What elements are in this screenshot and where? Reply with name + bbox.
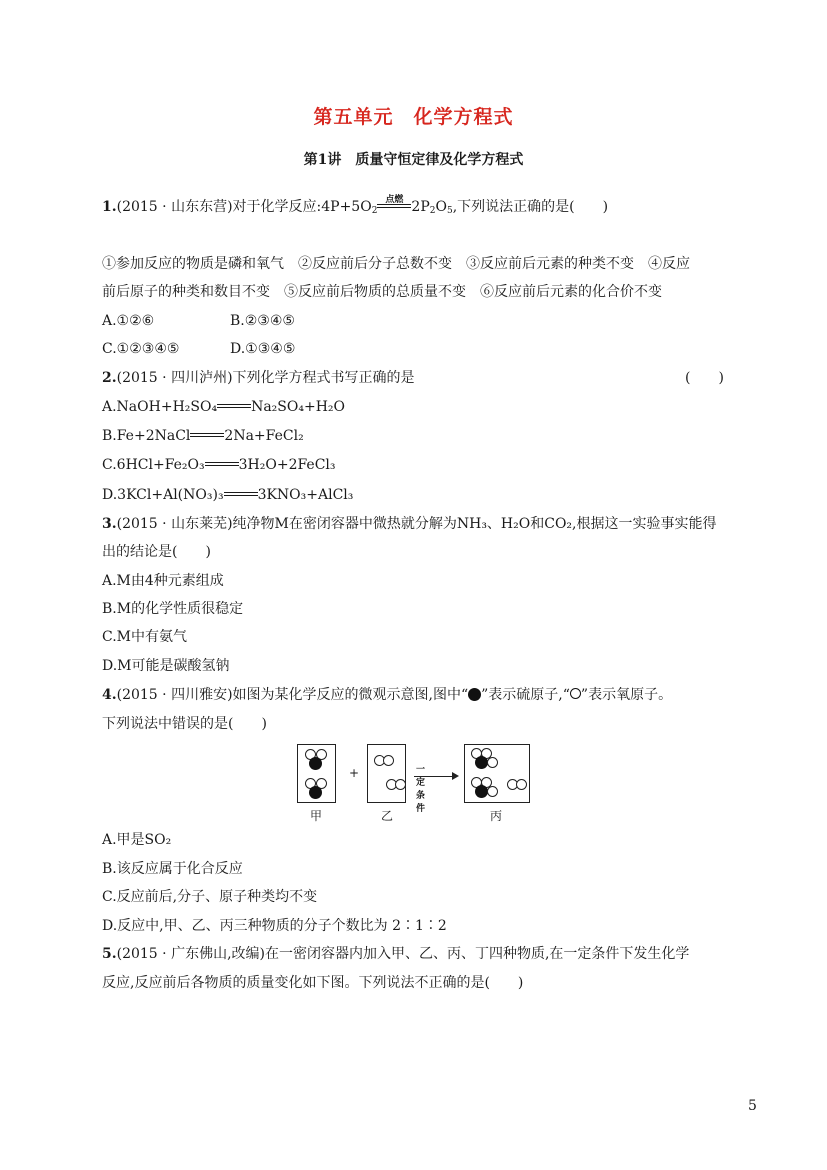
question-text: (2015 · 山东莱芜)纯净物M在密闭容器中微热就分解为NH₃、H₂O和CO₂,根据这一实验事实能得 [116, 516, 717, 532]
product-text: O [435, 199, 447, 215]
oxygen-atom-icon [383, 755, 394, 766]
equation-right: 3H₂O+2FeCl₃ [238, 457, 336, 473]
option-b [102, 426, 304, 446]
question-5-stem [102, 944, 689, 964]
page-number: 5 [748, 1098, 757, 1114]
label-yi: 乙 [381, 809, 394, 823]
question-number: 3. [102, 516, 117, 532]
question-3-stem-line2: 出的结论是( ) [102, 544, 211, 560]
question-number: 2. [102, 370, 117, 386]
question-number: 1. [102, 199, 117, 215]
reaction-equals-sign [205, 460, 239, 470]
box-bing [464, 744, 530, 803]
option-a [102, 397, 345, 417]
arrow-head-icon [452, 772, 459, 780]
question-5-stem-line2: 反应,反应前后各物质的质量变化如下图。下列说法不正确的是( ) [102, 975, 524, 991]
reaction-equals-sign [190, 431, 224, 441]
option-d: D.①③④⑤ [230, 341, 296, 357]
question-text: (2015 · 四川雅安)如图为某化学反应的微观示意图,图中“ [116, 687, 469, 703]
reaction-arrow [414, 776, 456, 777]
reaction-equals-sign [217, 402, 251, 412]
question-text: (2015 · 山东东营)对于化学反应:4P+5O [116, 199, 372, 215]
oxygen-atom-icon [516, 779, 527, 790]
subscript: 5 [446, 206, 453, 216]
option-c: C.①②③④⑤ [102, 341, 180, 357]
box-yi [367, 744, 406, 803]
plus-sign: + [349, 766, 360, 780]
question-number: 4. [102, 687, 117, 703]
question-text: (2015 · 广东佛山,改编)在一密闭容器内加入甲、乙、丙、丁四种物质,在一定条件下发生化学 [116, 946, 690, 962]
equation-left: C.6HCl+Fe₂O₃ [102, 457, 205, 473]
option-b: B.该反应属于化合反应 [102, 861, 243, 877]
option-a: A.甲是SO₂ [102, 832, 172, 848]
sulfur-atom-icon [309, 757, 322, 770]
product-text: 2P [411, 199, 430, 215]
question-number: 5. [102, 946, 117, 962]
reaction-equals-sign [377, 195, 411, 212]
question-1-stem [102, 197, 608, 217]
label-bing: 丙 [490, 809, 503, 823]
option-d: D.M可能是碳酸氢钠 [102, 658, 230, 674]
option-a: A.M由4种元素组成 [102, 573, 224, 589]
equation-right: Na₂SO₄+H₂O [251, 399, 345, 415]
question-text: ”表示氧原子。 [580, 687, 673, 703]
reaction-condition: 点燃 [385, 195, 404, 205]
question-1-statements-line1: ①参加反应的物质是磷和氧气 ②反应前后分子总数不变 ③反应前后元素的种类不变 ④反应 [102, 256, 690, 272]
reaction-equals-sign [224, 490, 258, 500]
sulfur-atom-icon [468, 688, 481, 701]
question-2-stem [102, 368, 415, 388]
oxygen-atom-icon [487, 786, 498, 797]
option-c: C.反应前后,分子、原子种类均不变 [102, 889, 318, 905]
option-b: B.M的化学性质很稳定 [102, 601, 244, 617]
option-c: C.M中有氨气 [102, 629, 187, 645]
oxygen-atom-icon [395, 779, 406, 790]
question-4-stem-line2: 下列说法中错误的是( ) [102, 716, 267, 732]
question-3-stem [102, 514, 716, 534]
sulfur-atom-icon [309, 786, 322, 799]
question-text: ,下列说法正确的是( ) [452, 199, 609, 215]
label-jia: 甲 [310, 809, 323, 823]
equation-left: D.3KCl+Al(NO₃)₃ [102, 487, 224, 503]
oxygen-atom-icon [487, 757, 498, 768]
option-c [102, 455, 336, 475]
answer-paren: ( ) [685, 370, 724, 386]
subscript: 2 [429, 206, 436, 216]
subscript: 2 [371, 206, 378, 216]
question-text: (2015 · 四川泸州)下列化学方程式书写正确的是 [116, 370, 415, 386]
box-jia [297, 744, 336, 803]
equation-left: A.NaOH+H₂SO₄ [102, 399, 218, 415]
question-4-stem [102, 685, 672, 705]
option-d [102, 485, 353, 505]
option-a: A.①②⑥ [102, 313, 155, 329]
oxygen-atom-icon [570, 688, 581, 699]
unit-title: 第五单元 化学方程式 [313, 106, 514, 128]
option-d: D.反应中,甲、乙、丙三种物质的分子个数比为 2∶1∶2 [102, 918, 447, 934]
option-b: B.②③④⑤ [230, 313, 295, 329]
question-1-statements-line2: 前后原子的种类和数目不变 ⑤反应前后物质的总质量不变 ⑥反应前后元素的化合价不变 [102, 284, 662, 300]
equation-right: 3KNO₃+AlCl₃ [257, 487, 354, 503]
question-text: ”表示硫原子,“ [481, 687, 570, 703]
equation-right: 2Na+FeCl₂ [224, 428, 304, 444]
lecture-title: 第1讲 质量守恒定律及化学方程式 [303, 152, 524, 168]
reaction-condition-label: 一定条件 [416, 765, 426, 814]
equation-left: B.Fe+2NaCl [102, 428, 191, 444]
